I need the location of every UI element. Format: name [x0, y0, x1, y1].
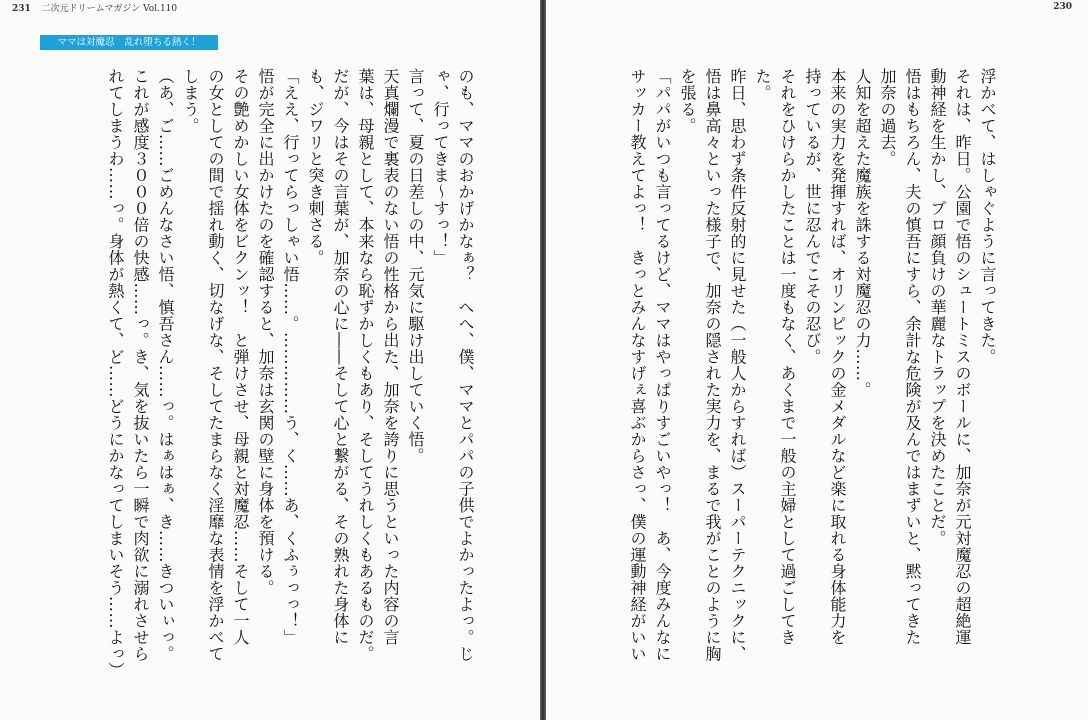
text-line: ゃ、行ってきま～すっ！」	[431, 68, 450, 266]
text-line: 悟が完全に出かけたのを確認すると、加奈は玄関の壁に身体を預ける。	[256, 68, 275, 596]
text-line: それをひけらかしたことは一度もなく、あくまで一般の主婦として過ごしてき	[778, 68, 797, 646]
text-line: 持っているが、世に忍んでこその忍び。	[803, 68, 822, 365]
text-line: れてしまうわ……っ。身体が熱くて、ど……どうにかなってしまいそう……よっ）	[106, 68, 125, 679]
text-line: （あ、ご……ごめんなさい悟、慎吾さん……っ。はぁはぁ、き……きついぃっ。	[156, 68, 175, 662]
right-page-body-text	[590, 68, 1000, 662]
text-line: 人知を超えた魔族を誅する対魔忍の力……。	[853, 68, 872, 398]
text-line: 動神経を生かし、プロ顔負けの華麗なトラップを決めたことだ。	[928, 68, 947, 547]
left-page	[0, 0, 540, 720]
text-line: 言って、夏の日差しの中、元気に駆け出していく悟。	[406, 68, 425, 464]
left-page-body-text	[66, 68, 478, 679]
text-line: 浮かべて、はしゃぐように言ってきた。	[978, 68, 997, 365]
text-line: の女としての間で揺れ動く、切なげな、そしてたまらなく淫靡な表情を浮かべて	[206, 68, 225, 662]
text-line: を張る。	[678, 68, 697, 134]
text-line: も、ジワリと突き刺さる。	[306, 68, 325, 266]
story-title: ママは対魔忍	[57, 37, 115, 48]
text-line: 天真爛漫で裏表のない悟の性格から出た、加奈を誇りに思うといった内容の言	[381, 68, 400, 646]
text-line: それは、昨日。公園で悟のシュートミスのボールに、加奈が元対魔忍の超絶運	[953, 68, 972, 646]
left-page-number: 231	[12, 4, 31, 14]
text-line: 「パパがいつも言ってるけど、ママはやっぱりすごいやっ！ あ、今度みんなに	[653, 68, 672, 662]
right-page-number: 230	[1053, 2, 1072, 12]
text-line: 悟はもちろん、夫の慎吾にすら、余計な危険が及んではまずいと、黙ってきた	[903, 68, 922, 646]
text-line: 葉は、母親として、本来なら恥ずかしくもあり、そしてうれしくもあるものだ。	[356, 68, 375, 662]
text-line: 昨日、思わず条件反射的に見せた（一般人からすれば）スーパーテクニックに、	[728, 68, 747, 662]
text-line: だが、今はその言葉が、加奈の心に――そして心と繋がる、その熟れた身体に	[331, 68, 350, 646]
running-header	[12, 1, 177, 14]
story-title-bar	[40, 35, 218, 50]
text-line: 加奈の過去。	[878, 68, 897, 167]
text-line: サッカー教えてよっ！ きっとみんなすげぇ喜ぶからさっ、僕の運動神経がいい	[628, 68, 647, 662]
text-line: た。	[753, 68, 772, 101]
text-line: 悟は鼻高々といった様子で、加奈の隠された実力を、まるで我がことのように胸	[703, 68, 722, 662]
text-line: のも、ママのおかげかなぁ？ へへ、僕、ママとパパの子供でよかったよっ。じ	[456, 68, 475, 662]
story-subtitle: 乱れ堕ちる熱く！	[124, 37, 201, 48]
text-line: これが感度３０００倍の快感……っ。き、気を抜いたら一瞬で肉欲に溺れさせら	[131, 68, 150, 662]
right-page	[546, 0, 1088, 720]
magazine-title: 二次元ドリームマガジン Vol.110	[41, 4, 178, 14]
text-line: 「ええ、行ってらっしゃい悟……。……………う、く……あ、くふぅっっ！」	[281, 68, 300, 646]
text-line: その艶めかしい女体をビクンッ！ と弾けさせ、母親と対魔忍……そして一人	[231, 68, 250, 646]
text-line: 本来の実力を発揮すれば、オリンピックの金メダルなど楽に取れる身体能力を	[828, 68, 847, 646]
text-line: しまう。	[181, 68, 200, 134]
